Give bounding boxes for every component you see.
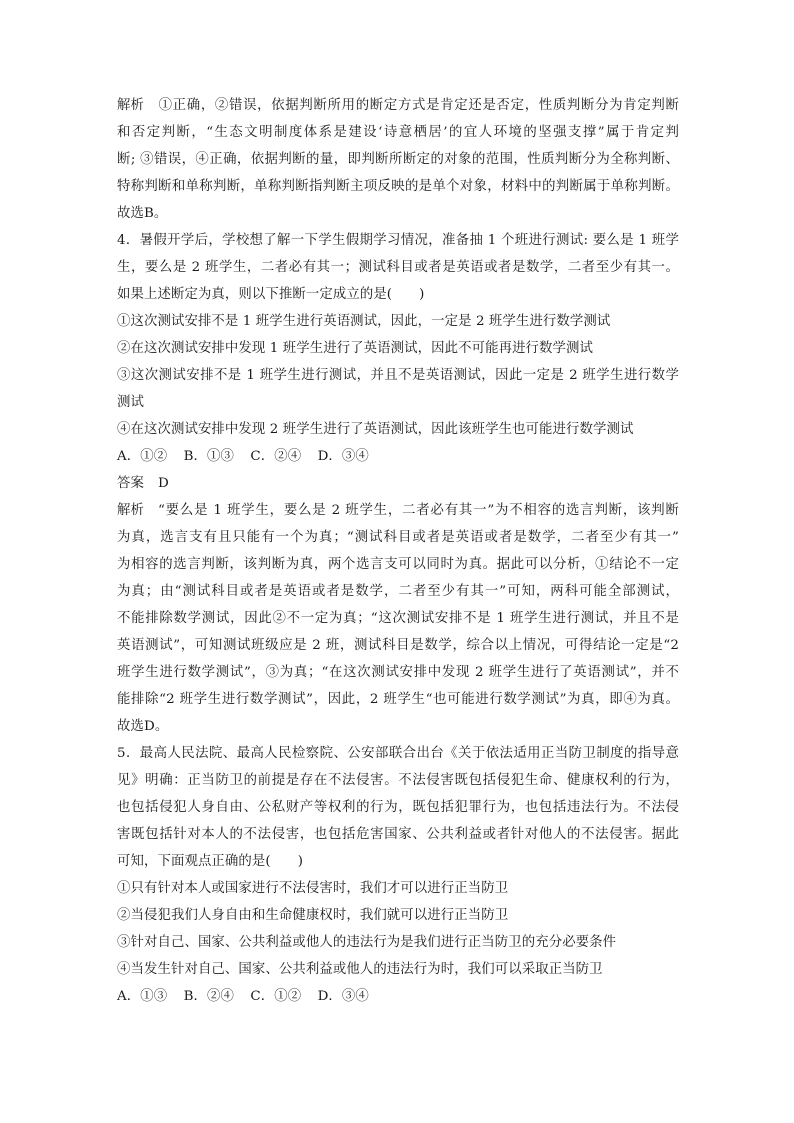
question-4-item: ①这次测试安排不是 1 班学生进行英语测试，因此，一定是 2 班学生进行数学测试 (117, 314, 611, 329)
question-5-item: ①只有针对本人或国家进行不法侵害时，我们才可以进行正当防卫 (117, 881, 509, 896)
question-5-stem-line: 可知，下面观点正确的是( ) (117, 854, 304, 869)
analysis-line: 能排除“2 班学生进行数学测试”，因此，2 班学生“也可能进行数学测试”为真，即④为真。 (117, 692, 679, 707)
analysis-label: 解析 (117, 98, 144, 113)
question-4-answer (117, 470, 679, 497)
option-a: A．①③ (117, 989, 168, 1004)
option-d: D．③④ (317, 449, 369, 464)
analysis-line: 为真；由“测试科目或者是英语或者是数学，二者至少有其一”可知，两科可能全部测试， (117, 584, 679, 599)
question-5-stem-line: 也包括侵犯人身自由、公私财产等权利的行为，既包括犯罪行为，也包括违法行为。不法侵 (117, 800, 679, 815)
analysis-line: 和否定判断，“生态文明制度体系是建设‘诗意栖居’的宜人环境的坚强支撑”属于肯定判 (117, 125, 679, 140)
question-5-item: ③针对自己、国家、公共利益或他人的违法行为是我们进行正当防卫的充分必要条件 (117, 935, 617, 950)
question-4-stem-line: 如果上述断定为真，则以下推断一定成立的是( ) (117, 287, 425, 302)
question-5-stem-line: 害既包括针对本人的不法侵害，也包括危害国家、公共利益或者针对他人的不法侵害。据此 (117, 827, 679, 842)
analysis-line: 解析 “要么是 1 班学生，要么是 2 班学生，二者必有其一”为不相容的选言判断，该判断 (117, 497, 679, 524)
option-a: A．①② (117, 449, 168, 464)
analysis-line: 不能排除数学测试，因此②不一定为真；“这次测试安排不是 1 班学生进行测试，并且不是 (117, 611, 679, 626)
option-c: C．②④ (250, 449, 302, 464)
question-5-stem-line: 5．最高人民法院、最高人民检察院、公安部联合出台《关于依法适用正当防卫制度的指导意 (117, 746, 679, 761)
question-4-item: ④在这次测试安排中发现 2 班学生进行了英语测试，因此该班学生也可能进行数学测试 (117, 422, 634, 437)
analysis-line: 英语测试”，可知测试班级应是 2 班，测试科目是数学，综合以上情况，可得结论一定是“2 (117, 638, 679, 653)
analysis-line: 为真，选言支有且只能有一个为真；“测试科目或者是英语或者是数学，二者至少有其一” (117, 530, 679, 545)
question-5-item: ④当发生针对自己、国家、公共利益或他人的违法行为时，我们可以采取正当防卫 (117, 962, 603, 977)
analysis-line: 特称判断和单称判断，单称判断指判断主项反映的是单个对象，材料中的判断属于单称判断。 (117, 179, 679, 194)
analysis-line: 故选D。 (117, 719, 169, 734)
analysis-line: 断; ③错误，④正确，依据判断的量，即判断所断定的对象的范围，性质判断分为全称判断、 (117, 152, 679, 167)
question-4-item: 测试 (117, 395, 144, 410)
question-5-stem-line: 见》明确：正当防卫的前提是存在不法侵害。不法侵害既包括侵犯生命、健康权利的行为， (117, 773, 679, 788)
analysis-line: 解析 ①正确，②错误，依据判断所用的断定方式是肯定还是否定，性质判断分为肯定判断 (117, 92, 679, 119)
question-4-item: ②在这次测试安排中发现 1 班学生进行了英语测试，因此不可能再进行数学测试 (117, 341, 594, 356)
document-page (117, 92, 679, 1010)
analysis-line: 为相容的选言判断，该判断为真，两个选言支可以同时为真。据此可以分析，①结论不一定 (117, 557, 679, 572)
analysis-line: 故选B。 (117, 206, 168, 221)
question-4-item: ③这次测试安排不是 1 班学生进行测试，并且不是英语测试，因此一定是 2 班学生进行数学 (117, 368, 679, 383)
answer-label: 答案 (117, 476, 144, 491)
option-d: D．③④ (317, 989, 369, 1004)
question-4-stem-line: 4．暑假开学后，学校想了解一下学生假期学习情况，准备抽 1 个班进行测试: 要么是 1 班学 (117, 233, 679, 248)
answer-value: D (157, 476, 169, 491)
option-c: C．①② (250, 989, 302, 1004)
analysis-label: 解析 (117, 503, 144, 518)
option-b: B．②④ (183, 989, 235, 1004)
option-b: B．①③ (183, 449, 235, 464)
question-5-options (117, 983, 679, 1010)
analysis-line: 班学生进行数学测试”，③为真；“在这次测试安排中发现 2 班学生进行了英语测试”，并不 (117, 665, 679, 680)
question-5-item: ②当侵犯我们人身自由和生命健康权时，我们就可以进行正当防卫 (117, 908, 509, 923)
question-4-stem-line: 生，要么是 2 班学生，二者必有其一；测试科目或者是英语或者是数学，二者至少有其一。 (117, 260, 679, 275)
question-4-options (117, 443, 679, 470)
